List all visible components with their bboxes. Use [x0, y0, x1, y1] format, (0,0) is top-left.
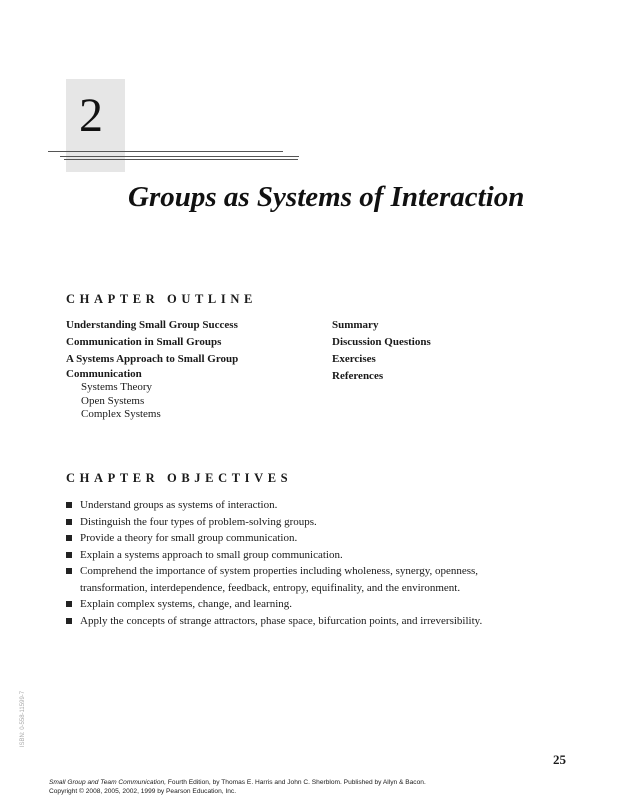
header-rule	[48, 151, 283, 152]
outline-heading: CHAPTER OUTLINE	[66, 292, 257, 306]
outline-item: A Systems Approach to Small Group	[66, 353, 239, 365]
footer-publication-info: Fourth Edition, by Thomas E. Harris and John C. Sherblom. Published by Allyn & Bacon.	[166, 779, 426, 786]
objective-item: Distinguish the four types of problem-solving groups.	[66, 514, 536, 531]
footer-book-title: Small Group and Team Communication,	[49, 779, 167, 786]
outline-subitem: Complex Systems	[81, 408, 161, 420]
square-bullet-icon	[66, 535, 72, 541]
footer-line-2: Copyright © 2008, 2005, 2002, 1999 by Pearson Education, Inc.	[49, 788, 237, 795]
objectives-list	[66, 497, 536, 629]
objectives-heading: CHAPTER OBJECTIVES	[66, 471, 293, 485]
outline-item: Communication	[66, 368, 142, 380]
page-number: 25	[553, 752, 566, 767]
chapter-number: 2	[79, 89, 103, 142]
square-bullet-icon	[66, 519, 72, 525]
outline-item: Discussion Questions	[332, 336, 431, 348]
objective-item: Understand groups as systems of interaction.	[66, 497, 536, 514]
copyright-footer	[49, 778, 426, 796]
objective-item: Provide a theory for small group communication.	[66, 530, 536, 547]
header-rule	[64, 159, 298, 160]
outline-item: Exercises	[332, 353, 376, 365]
square-bullet-icon	[66, 601, 72, 607]
chapter-title: Groups as Systems of Interaction	[128, 181, 525, 213]
outline-item: References	[332, 370, 384, 382]
footer-line-1	[49, 778, 426, 787]
square-bullet-icon	[66, 568, 72, 574]
objective-item: Explain complex systems, change, and learning.	[66, 596, 536, 613]
header-rule	[60, 156, 299, 157]
isbn-watermark: ISBN: 0-558-11599-7	[20, 690, 26, 748]
outline-right-column	[332, 317, 431, 385]
objective-item: Explain a systems approach to small group communication.	[66, 547, 536, 564]
square-bullet-icon	[66, 552, 72, 558]
outline-item: Summary	[332, 319, 379, 331]
square-bullet-icon	[66, 502, 72, 508]
objective-item: Comprehend the importance of system properties including wholeness, synergy, openness, transformation, interdependence, feedback, entropy, equifinality, and the environment.	[66, 563, 536, 596]
objective-item: Apply the concepts of strange attractors, phase space, bifurcation points, and irreversibility.	[66, 613, 536, 630]
square-bullet-icon	[66, 618, 72, 624]
outline-subitem: Systems Theory	[81, 381, 152, 393]
outline-subitem: Open Systems	[81, 394, 145, 407]
outline-item: Communication in Small Groups	[66, 336, 222, 348]
outline-item: Understanding Small Group Success	[66, 319, 238, 331]
outline-left-column	[66, 317, 238, 422]
